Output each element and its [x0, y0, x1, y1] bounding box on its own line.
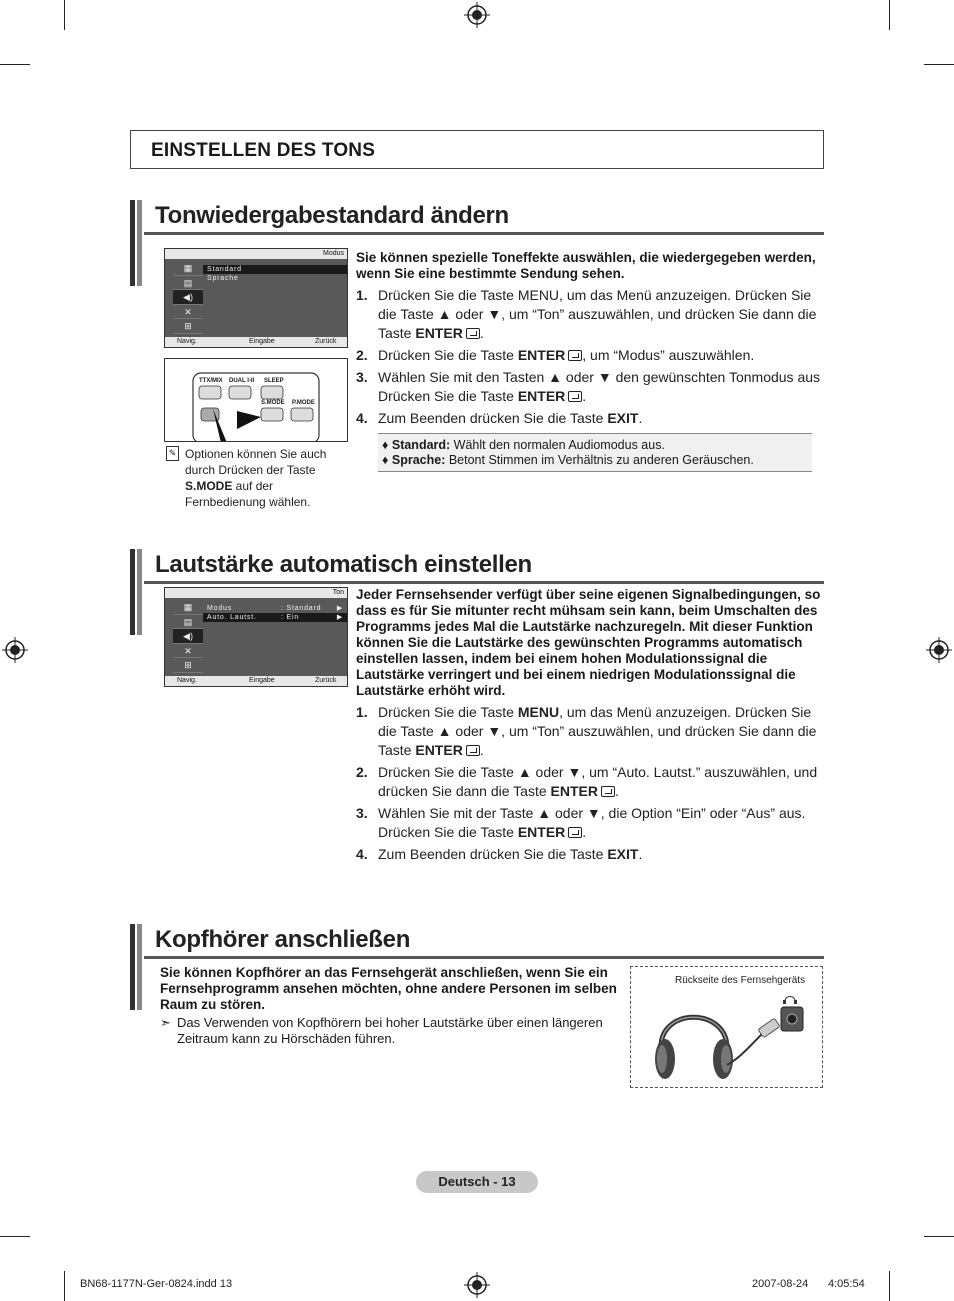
section-title: Kopfhörer anschließen [155, 926, 411, 953]
setup-icon: ✕ [173, 305, 203, 320]
osd-enter: Eingabe [249, 338, 275, 345]
crop-mark [924, 64, 954, 65]
section-intro: Sie können Kopfhörer an das Fernsehgerät anschließen, wenn Sie ein Fernsehprogramm ansehen möchten, ohne andere Personen im selben Raum zu stören. [160, 965, 617, 1012]
channel-icon: ▤ [173, 615, 203, 630]
remote-buttons-graphic [165, 359, 348, 442]
setup-icon: ✕ [173, 644, 203, 659]
list-item: 3. Wählen Sie mit der Taste ▲ oder ▼, die Option “Ein” oder “Aus” aus. Drücken Sie die Taste ENTER . [356, 805, 806, 840]
osd-sidebar [173, 261, 203, 334]
remote-control-illustration [164, 358, 348, 442]
list-item: 1. Drücken Sie die Taste MENU, um das Menü anzuzeigen. Drücken Sie die Taste ▲ oder ▼, um “Ton” auszuwählen, und drücken Sie dann die Taste ENTER . [356, 704, 817, 758]
osd-row: Standard [203, 265, 347, 274]
osd-menu-ton [164, 587, 348, 687]
steps-list [356, 703, 826, 867]
enter-icon [568, 391, 582, 402]
enter-icon [466, 328, 480, 339]
section-title: Tonwiedergabestandard ändern [155, 202, 509, 229]
osd-footer [165, 676, 347, 686]
section-title: Lautstärke automatisch einstellen [155, 551, 532, 578]
osd-back: Zurück [315, 338, 337, 345]
warning-note: ➣ Das Verwenden von Kopfhörern bei hoher Lautstärke über einen längeren Zeitraum kann zu Hörschäden führen. [160, 1015, 603, 1046]
osd-rows [203, 604, 347, 622]
crop-mark [924, 1236, 954, 1237]
enter-icon [466, 745, 480, 756]
list-item: 4. Zum Beenden drücken Sie die Taste EXIT. [356, 410, 643, 426]
remote-label: SLEEP [264, 378, 284, 384]
remote-label: DUAL I-II [229, 378, 255, 384]
note-icon: ✎ [166, 446, 179, 461]
list-item: 2. Drücken Sie die Taste ENTER , um “Modus” auszuwählen. [356, 347, 755, 363]
sound-icon: ◀) [173, 290, 203, 305]
steps-list [356, 286, 826, 431]
enter-icon [568, 827, 582, 838]
remote-label: P.MODE [292, 400, 315, 406]
osd-header: Ton [165, 588, 347, 598]
osd-back: Zurück [315, 677, 337, 684]
registration-mark-icon [464, 1272, 490, 1298]
note-text: Optionen können Sie auch durch Drücken der Taste S.MODE auf der Fernbedienung wählen. [185, 447, 327, 509]
osd-header: Modus [165, 249, 347, 259]
crop-mark [64, 1271, 65, 1301]
chapter-header [130, 130, 824, 169]
page-number: Deutsch - 13 [416, 1171, 538, 1193]
channel-icon: ▤ [173, 276, 203, 291]
input-icon: ⊞ [173, 658, 203, 673]
osd-nav: Navig. [177, 677, 197, 684]
registration-mark-icon [2, 637, 28, 663]
enter-icon [568, 350, 582, 361]
chapter-title: EINSTELLEN DES TONS [151, 140, 376, 161]
osd-sidebar [173, 600, 203, 673]
mode-info-box [378, 433, 812, 472]
footer-date: 2007-08-24 [752, 1278, 809, 1290]
list-item: 2. Drücken Sie die Taste ▲ oder ▼, um “Auto. Lautst.” auszuwählen, und drücken Sie dann die Taste ENTER . [356, 764, 818, 799]
list-item: 4. Zum Beenden drücken Sie die Taste EXIT. [356, 846, 643, 862]
crop-mark [64, 0, 65, 30]
registration-mark-icon [926, 637, 952, 663]
crop-mark [0, 64, 30, 65]
osd-enter: Eingabe [249, 677, 275, 684]
osd-row: Auto. Lautst. : Ein ▶ [203, 613, 347, 622]
section-intro: Jeder Fernsehsender verfügt über seine eigenen Signalbedingungen, so dass es für Sie mitunter recht mühsam sein kann, beim Umschalten des Programms jedes Mal die Lautstärke nachzuregeln. Mit dieser Funktion können Sie die Lautstärke des gewünschten Programms automatisch einstellen lassen, indem bei einem hohen Modulationssignal die Lautstärke verringert und bei einem niedrigen Modulationssignal die Lautstärke erhöht wird. [356, 587, 821, 698]
picture-icon: ▦ [173, 600, 203, 615]
picture-icon: ▦ [173, 261, 203, 276]
crop-mark [889, 0, 890, 30]
remote-label: TTX/MIX [199, 378, 223, 384]
osd-nav: Navig. [177, 338, 197, 345]
section-intro: Sie können spezielle Toneffekte auswählen, die wiedergegeben werden, wenn Sie eine bestimmte Sendung sehen. [356, 250, 816, 281]
headphone-icon [631, 967, 824, 1089]
headphone-illustration [630, 966, 823, 1088]
osd-row: Sprache [207, 275, 239, 282]
list-item: 3. Wählen Sie mit den Tasten ▲ oder ▼ den gewünschten Tonmodus aus Drücken Sie die Taste ENTER . [356, 369, 821, 404]
list-item: ♦ Standard: Wählt den normalen Audiomodus aus. [382, 438, 665, 452]
remote-label: S.MODE [261, 400, 285, 406]
registration-mark-icon [464, 2, 490, 28]
crop-mark [0, 1236, 30, 1237]
osd-footer [165, 337, 347, 347]
arrow-note-icon: ➣ [160, 1015, 171, 1030]
image-label: Rückseite des Fernsehgeräts [675, 975, 806, 986]
list-item: 1. Drücken Sie die Taste MENU, um das Menü anzuzeigen. Drücken Sie die Taste ▲ oder ▼, um “Ton” auszuwählen, und drücken Sie dann die Taste ENTER . [356, 287, 817, 341]
crop-mark [889, 1271, 890, 1301]
input-icon: ⊞ [173, 319, 203, 334]
footer-time: 4:05:54 [828, 1278, 865, 1290]
footer-file: BN68-1177N-Ger-0824.indd 13 [80, 1278, 233, 1290]
osd-menu-modus [164, 248, 348, 348]
osd-row: Modus : Standard ▶ [207, 605, 343, 612]
sound-icon: ◀) [173, 629, 203, 644]
list-item: ♦ Sprache: Betont Stimmen im Verhältnis zu anderen Geräuschen. [382, 453, 754, 467]
enter-icon [601, 786, 615, 797]
osd-rows [203, 265, 347, 283]
